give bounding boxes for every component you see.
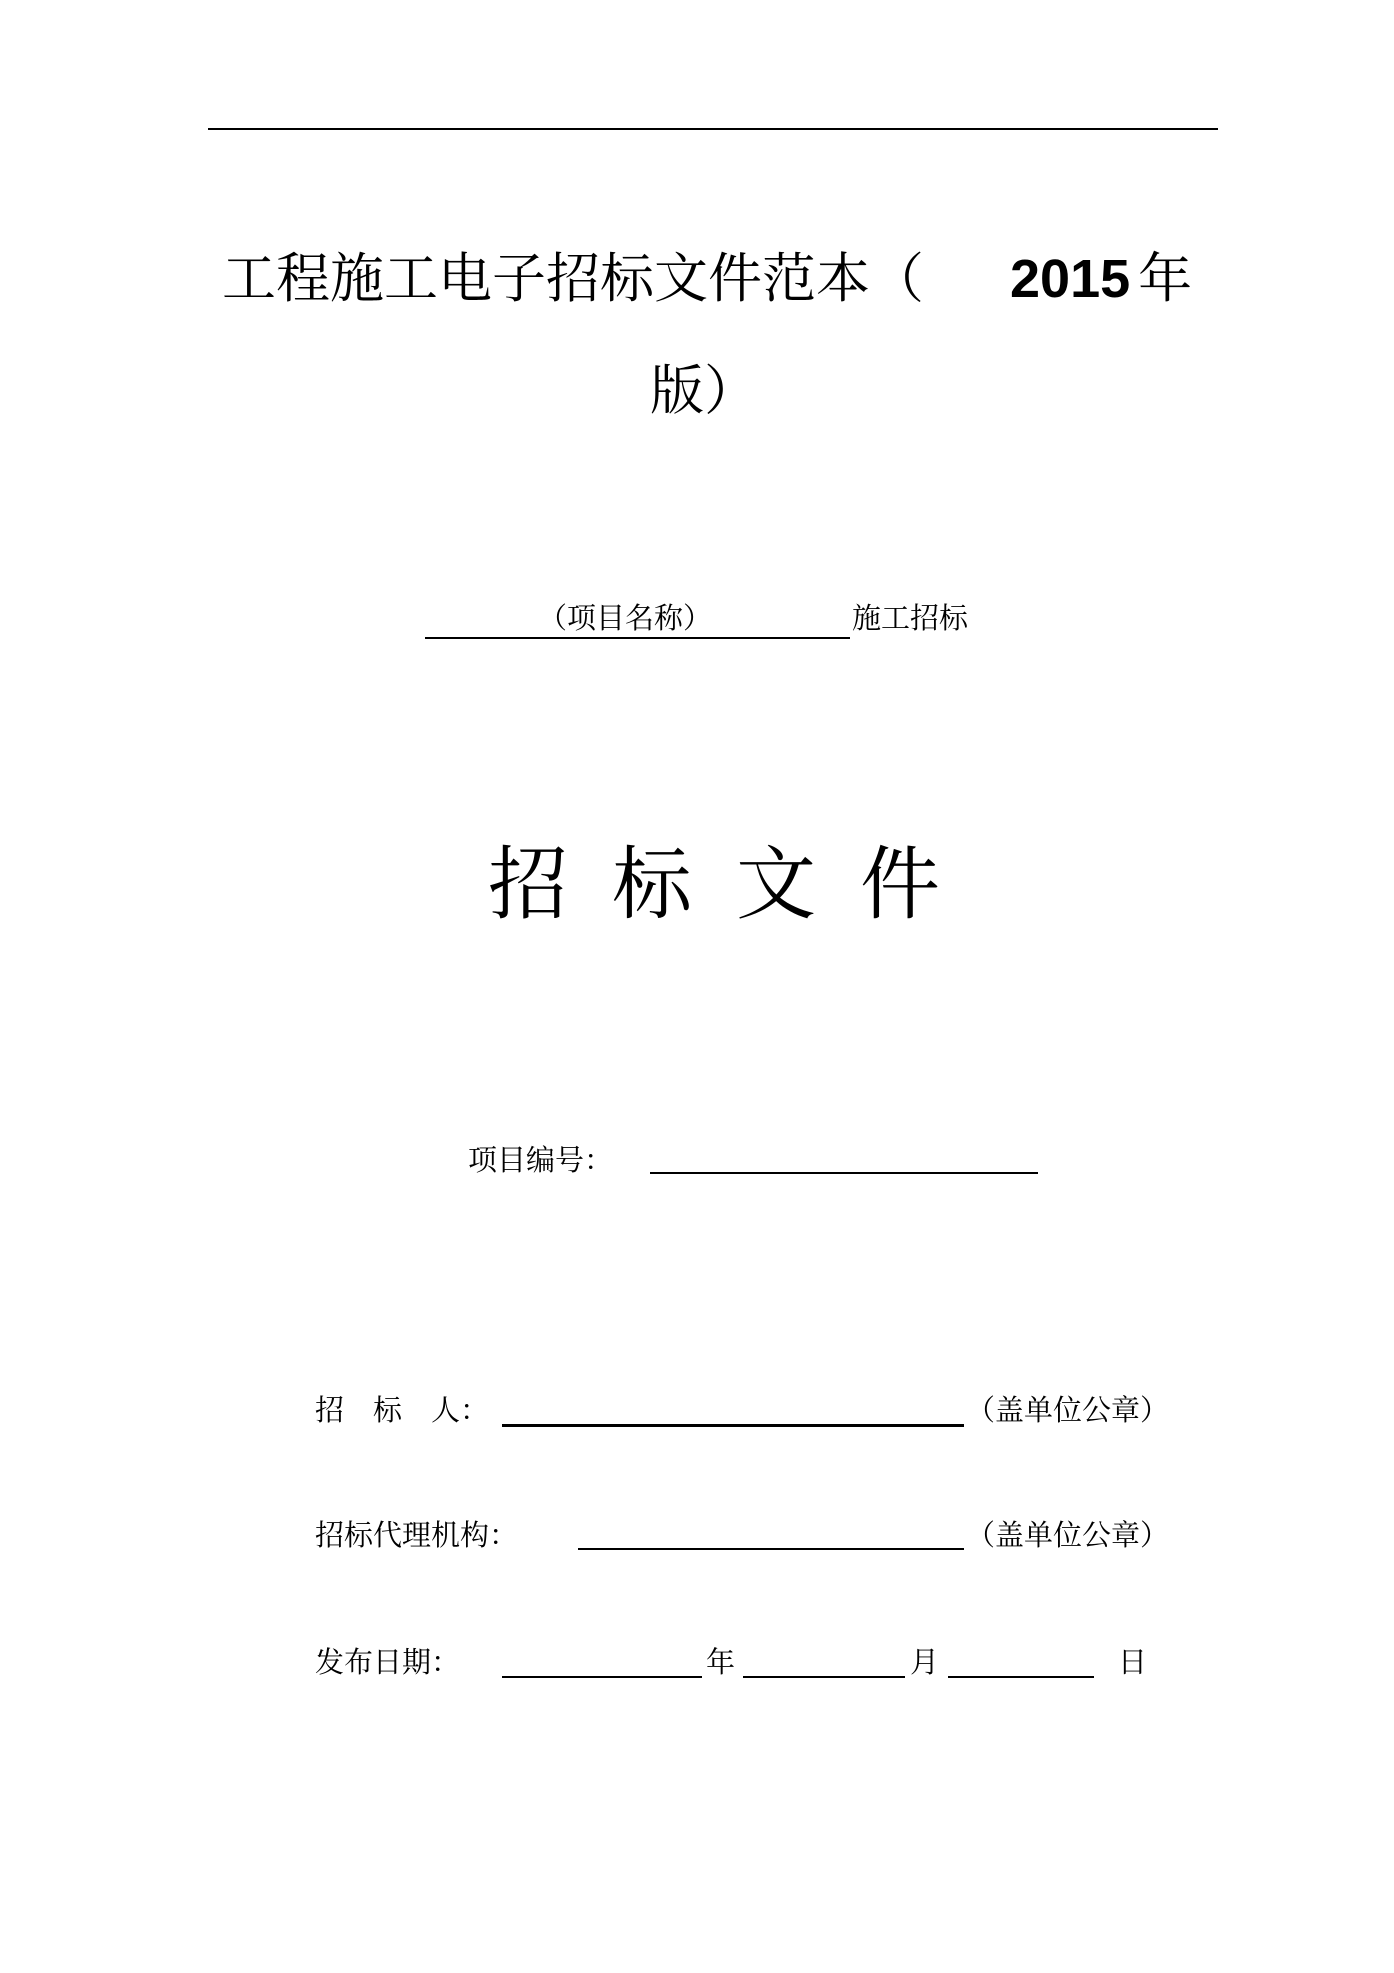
- project-number-field[interactable]: [650, 1172, 1038, 1174]
- main-title-char: 件: [860, 838, 940, 931]
- date-year-label: 年: [706, 1645, 736, 1679]
- project-number-label: 项目编号：: [468, 1143, 614, 1177]
- date-year-field[interactable]: [502, 1676, 702, 1678]
- agency-label: 招标代理机构：: [315, 1518, 519, 1552]
- title-main-text: 工程施工电子招标文件范本（: [222, 247, 924, 310]
- main-title-char: 标: [612, 838, 692, 931]
- title-year-group: [1010, 247, 1193, 310]
- document-title-line1: [222, 247, 924, 310]
- agency-seal-note: （盖单位公章）: [966, 1518, 1170, 1552]
- tenderer-field[interactable]: [502, 1424, 964, 1427]
- date-month-label: 月: [910, 1645, 940, 1679]
- date-day-label: 日: [1118, 1645, 1148, 1679]
- header-rule: [208, 128, 1218, 130]
- main-title-char: 招: [488, 838, 568, 931]
- document-title-line2: 版）: [650, 359, 758, 422]
- project-name-underline: [425, 637, 850, 639]
- release-date-label: 发布日期：: [315, 1645, 461, 1679]
- main-title-char: 文: [736, 838, 816, 931]
- agency-field[interactable]: [578, 1548, 964, 1550]
- tenderer-seal-note: （盖单位公章）: [966, 1393, 1170, 1427]
- title-year-suffix: 年: [1138, 247, 1193, 310]
- project-suffix: 施工招标: [852, 601, 969, 635]
- title-year: 2015: [1010, 249, 1131, 309]
- date-month-field[interactable]: [743, 1676, 905, 1678]
- main-title: [488, 838, 940, 931]
- date-day-field[interactable]: [948, 1676, 1094, 1678]
- project-name-placeholder: （项目名称）: [538, 601, 713, 635]
- tenderer-label: 招 标 人：: [315, 1393, 490, 1427]
